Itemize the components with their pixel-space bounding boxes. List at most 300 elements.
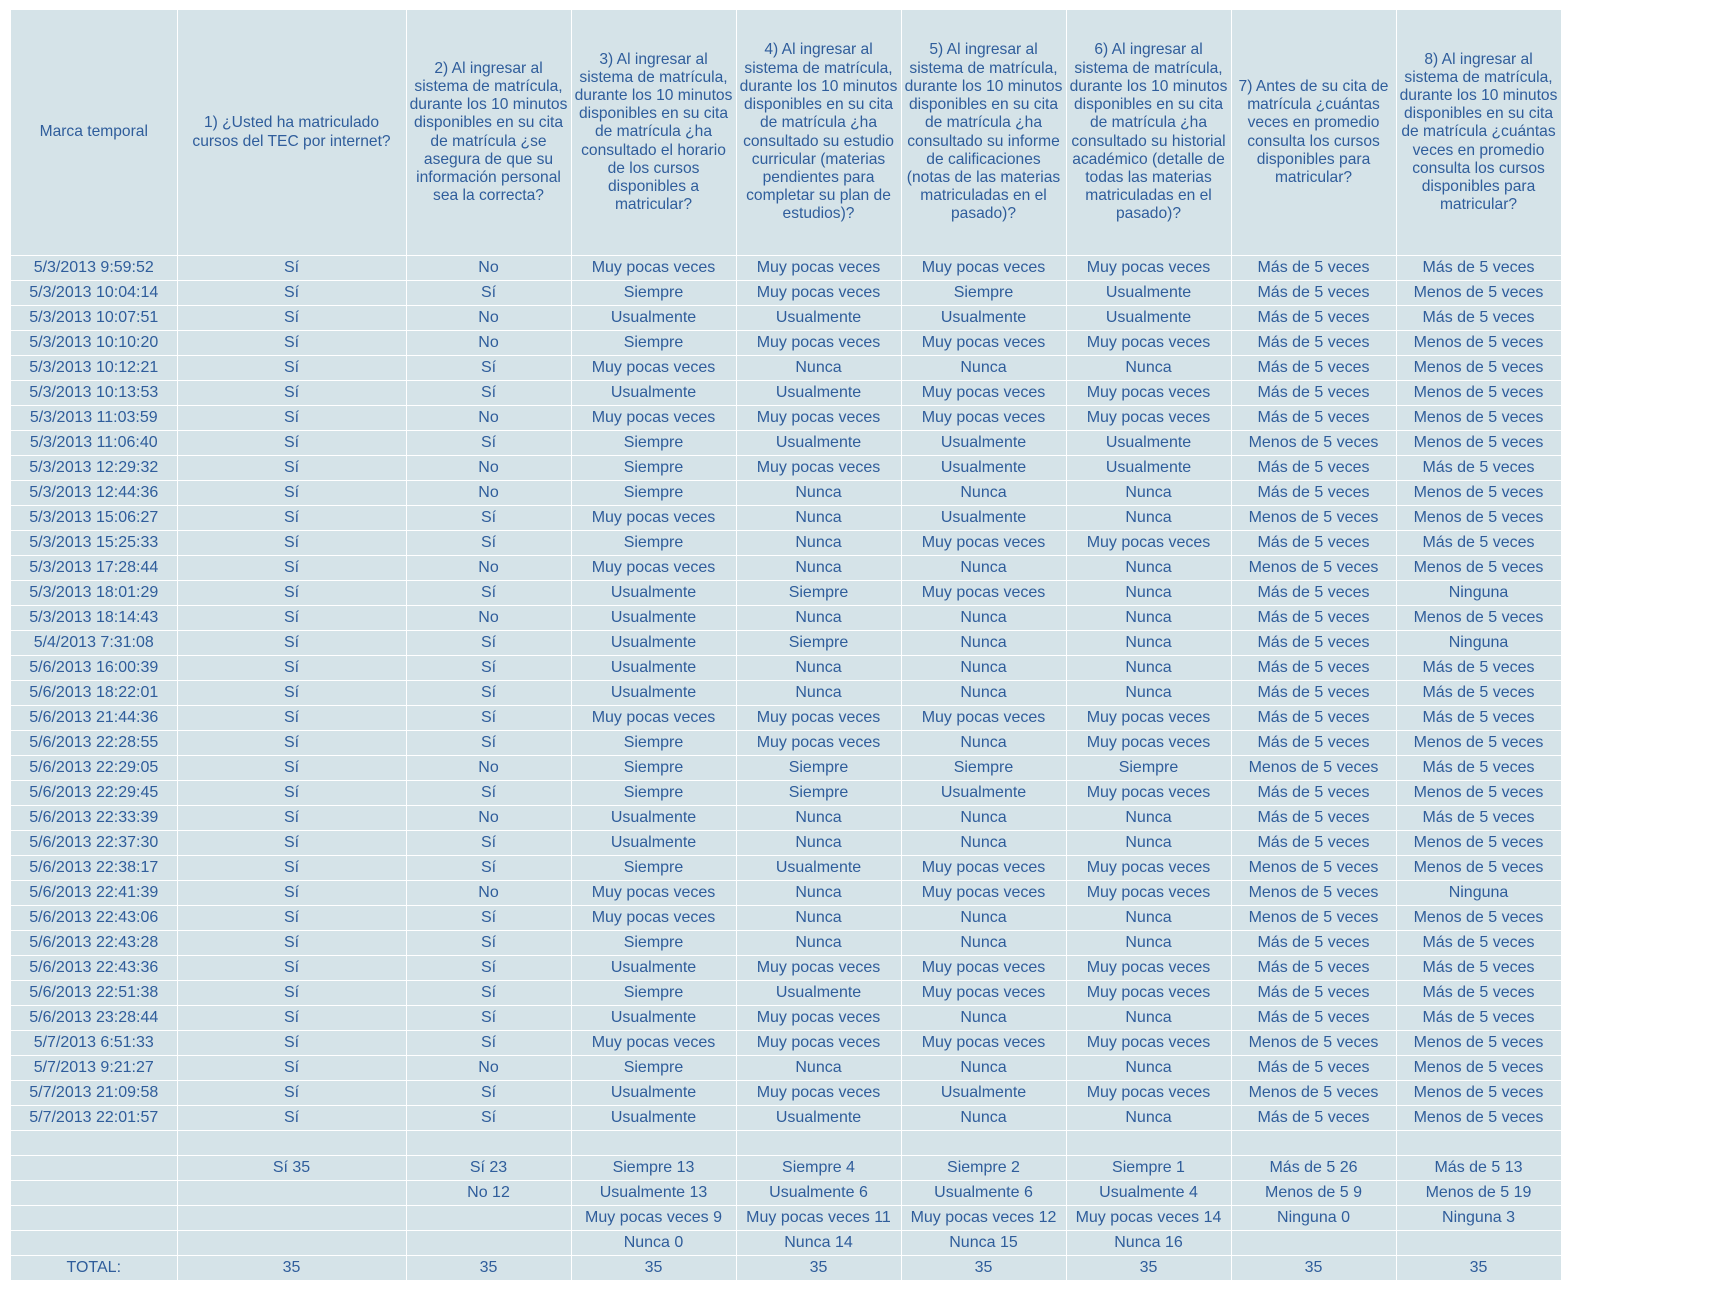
table-cell: Menos de 5 veces xyxy=(1231,881,1396,906)
table-cell: Menos de 5 veces xyxy=(1231,906,1396,931)
table-cell: Más de 5 veces xyxy=(1231,931,1396,956)
table-row xyxy=(11,406,1561,431)
table-cell: Sí xyxy=(406,656,571,681)
table-cell: Nunca xyxy=(901,556,1066,581)
table-cell: Ninguna xyxy=(1396,581,1561,606)
table-cell: Más de 5 veces xyxy=(1231,1006,1396,1031)
header-q3: 3) Al ingresar al sistema de matrícula, durante los 10 minutos disponibles en su cita de matrícula ¿ha consultado el horario de los cursos disponibles a matricular? xyxy=(571,10,736,256)
table-cell: Muy pocas veces xyxy=(736,731,901,756)
empty-cell xyxy=(736,1131,901,1156)
table-cell: Muy pocas veces xyxy=(736,331,901,356)
table-cell: Sí xyxy=(406,1106,571,1131)
table-cell: Ninguna xyxy=(1396,881,1561,906)
table-cell: Menos de 5 veces xyxy=(1231,431,1396,456)
table-cell: Usualmente 4 xyxy=(1066,1181,1231,1206)
table-cell: Menos de 5 veces xyxy=(1396,481,1561,506)
table-cell: Muy pocas veces xyxy=(736,1006,901,1031)
table-cell: Más de 5 veces xyxy=(1231,606,1396,631)
table-cell: Sí xyxy=(177,281,406,306)
table-row xyxy=(11,831,1561,856)
table-cell: Usualmente xyxy=(1066,306,1231,331)
table-cell xyxy=(1396,1231,1561,1256)
table-cell: Nunca xyxy=(736,831,901,856)
table-cell: Nunca xyxy=(736,806,901,831)
table-cell: Nunca xyxy=(1066,581,1231,606)
table-cell: Siempre xyxy=(901,281,1066,306)
table-cell: Muy pocas veces xyxy=(1066,781,1231,806)
table-row xyxy=(11,681,1561,706)
empty-cell xyxy=(571,1131,736,1156)
table-row xyxy=(11,631,1561,656)
table-cell: Más de 5 veces xyxy=(1231,406,1396,431)
table-cell: Muy pocas veces xyxy=(1066,856,1231,881)
table-cell: Sí 35 xyxy=(177,1156,406,1181)
table-cell: No xyxy=(406,406,571,431)
table-cell: Nunca xyxy=(736,506,901,531)
table-cell: Siempre xyxy=(571,531,736,556)
table-cell xyxy=(1231,1231,1396,1256)
table-cell: Más de 5 veces xyxy=(1231,681,1396,706)
table-cell: Nunca xyxy=(736,881,901,906)
table-cell: Usualmente xyxy=(901,306,1066,331)
table-cell: Siempre xyxy=(571,856,736,881)
header-q4: 4) Al ingresar al sistema de matrícula, durante los 10 minutos disponibles en su cita de matrícula ¿ha consultado su estudio curricular (materias pendientes para completar su plan de estudios)? xyxy=(736,10,901,256)
table-cell: Menos de 5 veces xyxy=(1396,1106,1561,1131)
table-cell: 5/3/2013 15:25:33 xyxy=(11,531,177,556)
summary-row xyxy=(11,1206,1561,1231)
table-cell: Muy pocas veces xyxy=(736,1031,901,1056)
table-cell: Nunca xyxy=(1066,831,1231,856)
table-row xyxy=(11,456,1561,481)
table-cell: Más de 5 26 xyxy=(1231,1156,1396,1181)
table-cell: Usualmente xyxy=(571,656,736,681)
table-cell xyxy=(406,1206,571,1231)
table-cell xyxy=(11,1181,177,1206)
table-cell: Muy pocas veces xyxy=(571,356,736,381)
table-cell: Sí xyxy=(177,681,406,706)
table-cell: Nunca xyxy=(736,531,901,556)
table-cell xyxy=(177,1181,406,1206)
table-cell: Usualmente xyxy=(571,831,736,856)
table-cell: Sí xyxy=(177,881,406,906)
table-cell: Muy pocas veces xyxy=(1066,406,1231,431)
table-cell: Más de 5 veces xyxy=(1396,306,1561,331)
table-cell: Más de 5 veces xyxy=(1231,306,1396,331)
blank-row xyxy=(11,1131,1561,1156)
table-cell: 5/3/2013 12:44:36 xyxy=(11,481,177,506)
table-cell: 5/6/2013 22:33:39 xyxy=(11,806,177,831)
table-cell: 5/3/2013 11:03:59 xyxy=(11,406,177,431)
table-cell xyxy=(11,1231,177,1256)
table-row xyxy=(11,506,1561,531)
table-cell: Sí xyxy=(177,556,406,581)
table-cell: 35 xyxy=(1231,1256,1396,1281)
table-cell: Nunca xyxy=(1066,906,1231,931)
table-cell: Nunca xyxy=(736,681,901,706)
table-cell: Usualmente xyxy=(571,1081,736,1106)
table-cell: Más de 5 veces xyxy=(1396,456,1561,481)
table-cell: 35 xyxy=(571,1256,736,1281)
table-cell: Nunca xyxy=(736,606,901,631)
table-cell: 5/6/2013 18:22:01 xyxy=(11,681,177,706)
table-cell: Nunca xyxy=(901,1006,1066,1031)
table-cell: Nunca xyxy=(736,656,901,681)
table-cell: No xyxy=(406,331,571,356)
table-cell: 5/7/2013 22:01:57 xyxy=(11,1106,177,1131)
table-cell: Menos de 5 19 xyxy=(1396,1181,1561,1206)
table-cell: Nunca xyxy=(1066,1056,1231,1081)
table-cell: TOTAL: xyxy=(11,1256,177,1281)
table-cell: 5/3/2013 18:14:43 xyxy=(11,606,177,631)
table-cell: Sí xyxy=(177,531,406,556)
table-cell: Sí xyxy=(177,981,406,1006)
table-cell: Menos de 5 veces xyxy=(1231,1031,1396,1056)
table-cell: Nunca xyxy=(1066,481,1231,506)
table-cell: Usualmente 13 xyxy=(571,1181,736,1206)
table-cell: Muy pocas veces 9 xyxy=(571,1206,736,1231)
table-cell: Menos de 5 veces xyxy=(1396,831,1561,856)
header-q8: 8) Al ingresar al sistema de matrícula, durante los 10 minutos disponibles en su cita de matrícula ¿cuántas veces en promedio consulta los cursos disponibles para matricular? xyxy=(1396,10,1561,256)
table-cell: Siempre xyxy=(571,431,736,456)
table-cell: Usualmente xyxy=(571,956,736,981)
table-cell: Usualmente xyxy=(736,381,901,406)
table-cell: 5/6/2013 22:29:45 xyxy=(11,781,177,806)
table-cell: Menos de 5 veces xyxy=(1396,281,1561,306)
table-row xyxy=(11,931,1561,956)
table-cell: Usualmente 6 xyxy=(901,1181,1066,1206)
table-row xyxy=(11,606,1561,631)
table-cell: Nunca xyxy=(901,931,1066,956)
table-row xyxy=(11,1106,1561,1131)
table-cell: Sí xyxy=(177,1081,406,1106)
table-row xyxy=(11,556,1561,581)
table-cell: Muy pocas veces xyxy=(571,556,736,581)
table-row xyxy=(11,1081,1561,1106)
table-cell: Nunca xyxy=(1066,931,1231,956)
table-cell: Muy pocas veces xyxy=(571,256,736,281)
table-cell: Sí xyxy=(406,1006,571,1031)
table-cell: Sí xyxy=(406,1081,571,1106)
table-cell: Usualmente xyxy=(1066,281,1231,306)
table-cell: Menos de 5 veces xyxy=(1396,356,1561,381)
empty-cell xyxy=(901,1131,1066,1156)
table-cell: Más de 5 veces xyxy=(1396,256,1561,281)
table-cell: Muy pocas veces 14 xyxy=(1066,1206,1231,1231)
table-cell: Sí xyxy=(177,481,406,506)
table-cell: Nunca xyxy=(1066,631,1231,656)
table-row xyxy=(11,331,1561,356)
table-cell: Más de 5 veces xyxy=(1396,656,1561,681)
table-row xyxy=(11,531,1561,556)
table-cell: Siempre 2 xyxy=(901,1156,1066,1181)
table-cell: Más de 5 veces xyxy=(1231,656,1396,681)
table-cell: Más de 5 veces xyxy=(1396,681,1561,706)
table-cell: Siempre xyxy=(736,581,901,606)
table-cell: Siempre xyxy=(1066,756,1231,781)
table-cell: Sí xyxy=(177,1056,406,1081)
table-cell: Menos de 5 veces xyxy=(1231,506,1396,531)
table-cell: Sí xyxy=(177,331,406,356)
table-row xyxy=(11,881,1561,906)
empty-cell xyxy=(177,1131,406,1156)
table-cell: Sí xyxy=(177,956,406,981)
table-cell: Muy pocas veces xyxy=(1066,256,1231,281)
table-cell: No xyxy=(406,806,571,831)
table-cell: 5/3/2013 10:12:21 xyxy=(11,356,177,381)
table-cell: Nunca xyxy=(1066,556,1231,581)
table-cell: Nunca xyxy=(736,356,901,381)
table-cell: Muy pocas veces 12 xyxy=(901,1206,1066,1231)
table-cell: Menos de 5 veces xyxy=(1396,606,1561,631)
table-cell: Sí xyxy=(177,456,406,481)
table-cell: Usualmente xyxy=(901,1081,1066,1106)
table-cell: Muy pocas veces xyxy=(571,706,736,731)
table-cell: Menos de 5 veces xyxy=(1231,756,1396,781)
table-cell: 35 xyxy=(1066,1256,1231,1281)
table-cell: Muy pocas veces xyxy=(736,1081,901,1106)
table-cell: 5/3/2013 9:59:52 xyxy=(11,256,177,281)
table-cell: Sí xyxy=(177,631,406,656)
table-cell: Nunca xyxy=(1066,506,1231,531)
table-cell: Usualmente xyxy=(736,981,901,1006)
table-cell: Más de 5 veces xyxy=(1231,281,1396,306)
table-cell: Sí xyxy=(406,681,571,706)
table-cell: 35 xyxy=(406,1256,571,1281)
table-row xyxy=(11,731,1561,756)
table-cell: Muy pocas veces xyxy=(736,706,901,731)
table-cell: No xyxy=(406,306,571,331)
table-cell: Sí xyxy=(177,356,406,381)
table-cell: Sí xyxy=(177,306,406,331)
table-cell: Sí xyxy=(177,931,406,956)
table-cell: 5/3/2013 17:28:44 xyxy=(11,556,177,581)
table-cell: Nunca xyxy=(1066,356,1231,381)
table-cell: Más de 5 veces xyxy=(1396,806,1561,831)
table-cell: Muy pocas veces xyxy=(1066,331,1231,356)
table-cell: Sí xyxy=(406,506,571,531)
table-cell: Nunca xyxy=(736,1056,901,1081)
survey-results-table xyxy=(11,10,1562,1281)
table-cell: Más de 5 veces xyxy=(1231,956,1396,981)
summary-row xyxy=(11,1231,1561,1256)
table-cell: 5/3/2013 10:07:51 xyxy=(11,306,177,331)
table-cell: Usualmente xyxy=(901,456,1066,481)
table-cell: Usualmente xyxy=(571,606,736,631)
table-cell: 35 xyxy=(1396,1256,1561,1281)
table-cell: Sí xyxy=(406,281,571,306)
table-cell: Sí xyxy=(177,406,406,431)
table-cell: Siempre xyxy=(571,981,736,1006)
table-cell: Sí xyxy=(406,956,571,981)
table-cell xyxy=(177,1231,406,1256)
header-timestamp: Marca temporal xyxy=(11,10,177,256)
table-cell: Siempre xyxy=(571,456,736,481)
table-cell: Sí xyxy=(177,381,406,406)
table-cell: Menos de 5 veces xyxy=(1396,506,1561,531)
table-cell: 5/6/2013 22:41:39 xyxy=(11,881,177,906)
table-cell: Nunca xyxy=(901,606,1066,631)
table-cell: Más de 5 veces xyxy=(1231,781,1396,806)
table-cell: Nunca 15 xyxy=(901,1231,1066,1256)
table-cell: Menos de 5 veces xyxy=(1396,1056,1561,1081)
table-cell: Muy pocas veces xyxy=(1066,531,1231,556)
table-cell: 5/6/2013 22:29:05 xyxy=(11,756,177,781)
table-cell: Nunca xyxy=(1066,1106,1231,1131)
table-cell: Muy pocas veces xyxy=(1066,956,1231,981)
table-cell: Sí xyxy=(406,431,571,456)
table-cell: Siempre xyxy=(901,756,1066,781)
table-cell: Muy pocas veces xyxy=(901,381,1066,406)
table-row xyxy=(11,781,1561,806)
table-cell: Muy pocas veces xyxy=(571,1031,736,1056)
table-row xyxy=(11,356,1561,381)
table-cell: Usualmente xyxy=(571,806,736,831)
table-cell: Usualmente xyxy=(901,431,1066,456)
table-cell: Siempre 13 xyxy=(571,1156,736,1181)
table-cell: 5/6/2013 23:28:44 xyxy=(11,1006,177,1031)
table-cell: Usualmente xyxy=(1066,456,1231,481)
header-q1: 1) ¿Usted ha matriculado cursos del TEC por internet? xyxy=(177,10,406,256)
table-cell: Nunca xyxy=(901,1056,1066,1081)
table-cell: 5/3/2013 10:13:53 xyxy=(11,381,177,406)
table-cell: Muy pocas veces xyxy=(901,581,1066,606)
table-cell: No 12 xyxy=(406,1181,571,1206)
table-cell: Más de 5 veces xyxy=(1231,381,1396,406)
table-cell: No xyxy=(406,881,571,906)
table-cell: Muy pocas veces xyxy=(736,956,901,981)
table-cell: Sí xyxy=(177,256,406,281)
table-cell: Sí xyxy=(177,856,406,881)
table-cell: Muy pocas veces xyxy=(1066,1081,1231,1106)
table-cell: Nunca xyxy=(1066,806,1231,831)
table-row xyxy=(11,656,1561,681)
summary-row xyxy=(11,1181,1561,1206)
table-cell: Sí xyxy=(406,906,571,931)
table-cell: No xyxy=(406,1056,571,1081)
table-cell: Más de 5 veces xyxy=(1231,531,1396,556)
table-row xyxy=(11,856,1561,881)
table-cell: Muy pocas veces xyxy=(901,1031,1066,1056)
table-cell: Sí xyxy=(177,706,406,731)
table-cell: 5/6/2013 22:28:55 xyxy=(11,731,177,756)
table-cell: Sí xyxy=(177,656,406,681)
table-cell: Menos de 5 veces xyxy=(1396,731,1561,756)
table-cell: Más de 5 veces xyxy=(1231,456,1396,481)
table-cell: Nunca xyxy=(1066,1006,1231,1031)
table-cell: Más de 5 veces xyxy=(1231,481,1396,506)
table-cell: Nunca xyxy=(736,556,901,581)
table-row xyxy=(11,481,1561,506)
table-cell: Muy pocas veces xyxy=(1066,881,1231,906)
table-cell: Nunca xyxy=(901,631,1066,656)
empty-cell xyxy=(1396,1131,1561,1156)
table-cell: No xyxy=(406,481,571,506)
table-cell: Sí xyxy=(177,431,406,456)
table-cell: Sí xyxy=(177,506,406,531)
table-cell: Usualmente xyxy=(571,381,736,406)
table-cell xyxy=(406,1231,571,1256)
table-cell: Sí xyxy=(406,856,571,881)
table-cell: Menos de 5 veces xyxy=(1231,856,1396,881)
table-cell: Más de 5 veces xyxy=(1231,1056,1396,1081)
table-cell: Más de 5 veces xyxy=(1231,1106,1396,1131)
table-cell: Sí xyxy=(177,1006,406,1031)
table-cell: 5/6/2013 22:38:17 xyxy=(11,856,177,881)
table-cell: Muy pocas veces xyxy=(571,906,736,931)
table-cell: Nunca xyxy=(901,831,1066,856)
table-row xyxy=(11,1006,1561,1031)
table-cell: Sí xyxy=(177,731,406,756)
table-cell: Nunca xyxy=(901,656,1066,681)
table-cell: Siempre xyxy=(736,781,901,806)
table-cell: 5/7/2013 9:21:27 xyxy=(11,1056,177,1081)
table-cell: Menos de 5 veces xyxy=(1396,1081,1561,1106)
table-cell: Muy pocas veces xyxy=(901,881,1066,906)
header-q7: 7) Antes de su cita de matrícula ¿cuántas veces en promedio consulta los cursos disponibles para matricular? xyxy=(1231,10,1396,256)
table-cell: 35 xyxy=(736,1256,901,1281)
table-cell: Muy pocas veces xyxy=(901,981,1066,1006)
table-cell: Muy pocas veces xyxy=(901,331,1066,356)
table-cell: Usualmente xyxy=(571,581,736,606)
table-cell: Siempre xyxy=(571,1056,736,1081)
table-cell: Más de 5 veces xyxy=(1231,806,1396,831)
table-row xyxy=(11,431,1561,456)
table-cell: Sí xyxy=(177,806,406,831)
table-cell: Más de 5 veces xyxy=(1231,581,1396,606)
table-cell: Nunca xyxy=(736,906,901,931)
table-cell: Más de 5 veces xyxy=(1396,756,1561,781)
table-cell: 35 xyxy=(901,1256,1066,1281)
table-cell: Siempre xyxy=(571,931,736,956)
table-cell: 5/6/2013 22:37:30 xyxy=(11,831,177,856)
table-cell: Más de 5 veces xyxy=(1231,831,1396,856)
table-cell: Más de 5 veces xyxy=(1231,706,1396,731)
table-cell: 5/3/2013 11:06:40 xyxy=(11,431,177,456)
table-cell: Muy pocas veces xyxy=(901,256,1066,281)
table-cell: Sí xyxy=(406,631,571,656)
table-cell: Usualmente xyxy=(901,506,1066,531)
table-cell: Sí xyxy=(406,1031,571,1056)
table-cell: Usualmente 6 xyxy=(736,1181,901,1206)
table-cell: Sí xyxy=(406,706,571,731)
table-cell: Más de 5 veces xyxy=(1396,531,1561,556)
table-cell: Muy pocas veces xyxy=(901,956,1066,981)
table-cell xyxy=(11,1156,177,1181)
table-cell: Sí xyxy=(177,906,406,931)
table-row xyxy=(11,381,1561,406)
table-cell: 5/3/2013 10:04:14 xyxy=(11,281,177,306)
table-cell: Nunca xyxy=(901,806,1066,831)
table-cell: Siempre xyxy=(571,731,736,756)
header-q5: 5) Al ingresar al sistema de matrícula, durante los 10 minutos disponibles en su cita de matrícula ¿ha consultado su informe de calificaciones (notas de las materias matriculadas en el pasado)? xyxy=(901,10,1066,256)
table-cell: Muy pocas veces xyxy=(736,281,901,306)
table-cell: Nunca xyxy=(1066,681,1231,706)
table-cell xyxy=(11,1206,177,1231)
table-cell: Usualmente xyxy=(736,856,901,881)
empty-cell xyxy=(1066,1131,1231,1156)
table-cell: Sí xyxy=(406,731,571,756)
table-cell: Sí xyxy=(406,581,571,606)
table-cell: Menos de 5 veces xyxy=(1231,556,1396,581)
table-cell: Menos de 5 veces xyxy=(1231,1081,1396,1106)
table-cell: Menos de 5 veces xyxy=(1396,856,1561,881)
table-cell: Sí xyxy=(406,981,571,1006)
table-cell: Muy pocas veces xyxy=(736,256,901,281)
total-row xyxy=(11,1256,1561,1281)
table-cell: Ninguna 0 xyxy=(1231,1206,1396,1231)
header-q6: 6) Al ingresar al sistema de matrícula, durante los 10 minutos disponibles en su cita de matrícula ¿ha consultado su historial académico (detalle de todas las materias matriculadas en el pasado)? xyxy=(1066,10,1231,256)
table-cell: Más de 5 veces xyxy=(1231,331,1396,356)
